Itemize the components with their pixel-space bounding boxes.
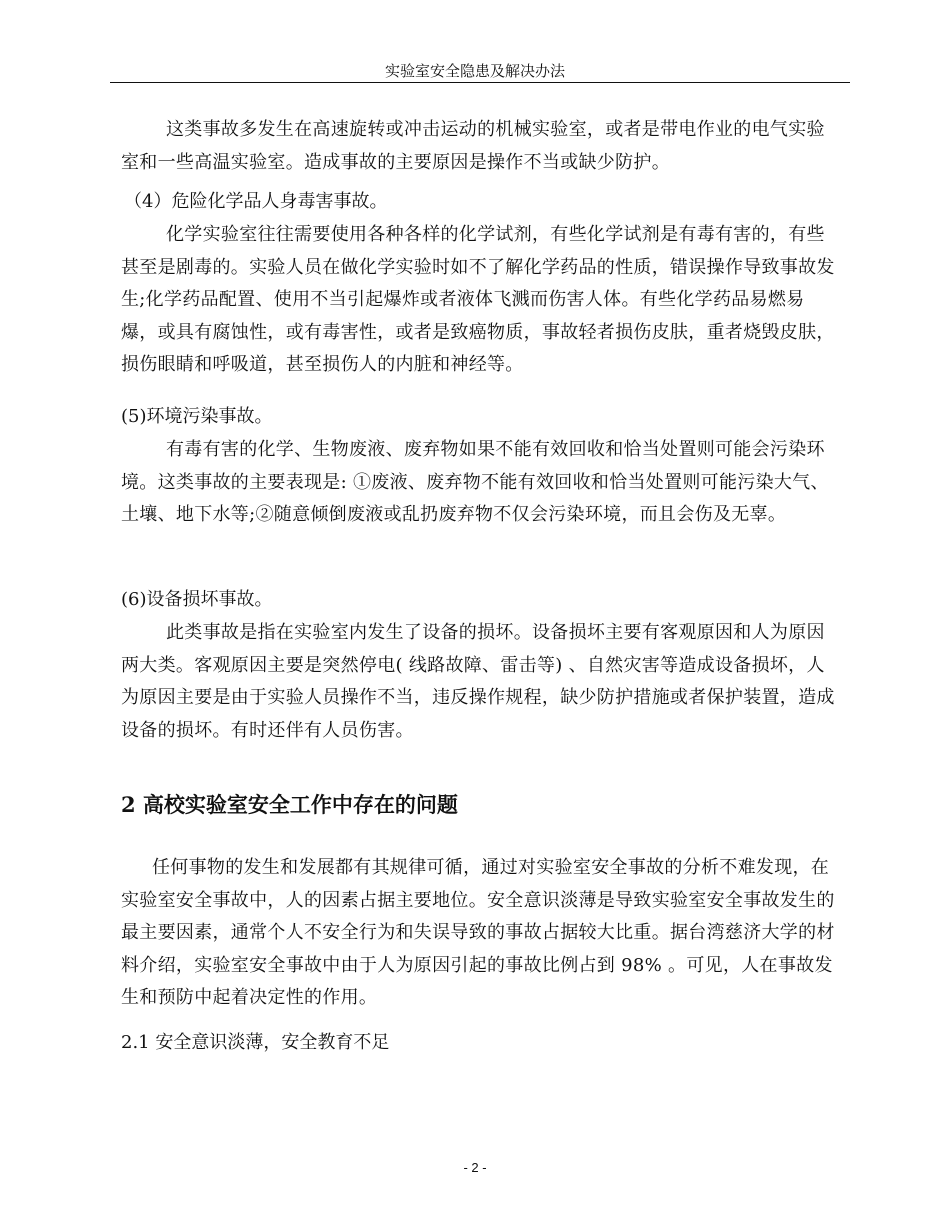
paragraph-section-2-intro: 任何事物的发生和发展都有其规律可循，通过对实验室安全事故的分析不难发现，在实验室安全事故中，人的因素占据主要地位。安全意识淡薄是导致实验室安全事故发生的最主要因素，通常个人不安全行为和失误导致的事故占据较大比重。据台湾慈济大学的材料介绍，实验室安全事故中由于人为原因引起的事故比例占到 98% 。可见，人在事故发生和预防中起着决定性的作用。 xyxy=(121,857,835,1009)
running-header: 实验室安全隐患及解决办法 xyxy=(384,62,565,80)
list-item-equipment-damage: (6)设备损坏事故。 xyxy=(121,589,273,610)
list-item-chemical-poisoning: （4）危险化学品人身毒害事故。 xyxy=(124,191,388,212)
section-heading-2: 2 高校实验室安全工作中存在的问题 xyxy=(121,792,458,817)
paragraph-equipment-damage: 此类事故是指在实验室内发生了设备的损坏。设备损坏主要有客观原因和人为原因两大类。客观原因主要是突然停电( 线路故障、雷击等) 、自然灾害等造成设备损坏，人为原因主要是由于实验人员操作不当，违反操作规程，缺少防护措施或者保护装置，造成设备的损坏。有时还伴有人员伤害。 xyxy=(121,622,835,741)
paragraph-chemical-poisoning: 化学实验室往往需要使用各种各样的化学试剂，有些化学试剂是有毒有害的，有些甚至是剧毒的。实验人员在做化学实验时如不了解化学药品的性质，错误操作导致事故发生;化学药品配置、使用不当引起爆炸或者液体飞溅而伤害人体。有些化学药品易燃易爆，或具有腐蚀性，或有毒害性，或者是致癌物质，事故轻者损伤皮肤，重者烧毁皮肤，损伤眼睛和呼吸道，甚至损伤人的内脏和神经等。 xyxy=(121,224,835,376)
list-item-environmental-pollution: (5)环境污染事故。 xyxy=(121,406,273,427)
page-number: - 2 - xyxy=(463,1160,487,1175)
header-divider xyxy=(110,82,850,83)
paragraph-mechanical-accidents: 这类事故多发生在高速旋转或冲击运动的机械实验室，或者是带电作业的电气实验室和一些高温实验室。造成事故的主要原因是操作不当或缺少防护。 xyxy=(121,119,825,173)
subsection-heading-2-1: 2.1 安全意识淡薄，安全教育不足 xyxy=(121,1032,390,1053)
paragraph-environmental-pollution: 有毒有害的化学、生物废液、废弃物如果不能有效回收和恰当处置则可能会污染环境。这类事故的主要表现是: ①废液、废弃物不能有效回收和恰当处置则可能污染大气、土壤、地下水等;②随意倾倒废液或乱扔废弃物不仅会污染环境，而且会伤及无辜。 xyxy=(121,439,829,526)
